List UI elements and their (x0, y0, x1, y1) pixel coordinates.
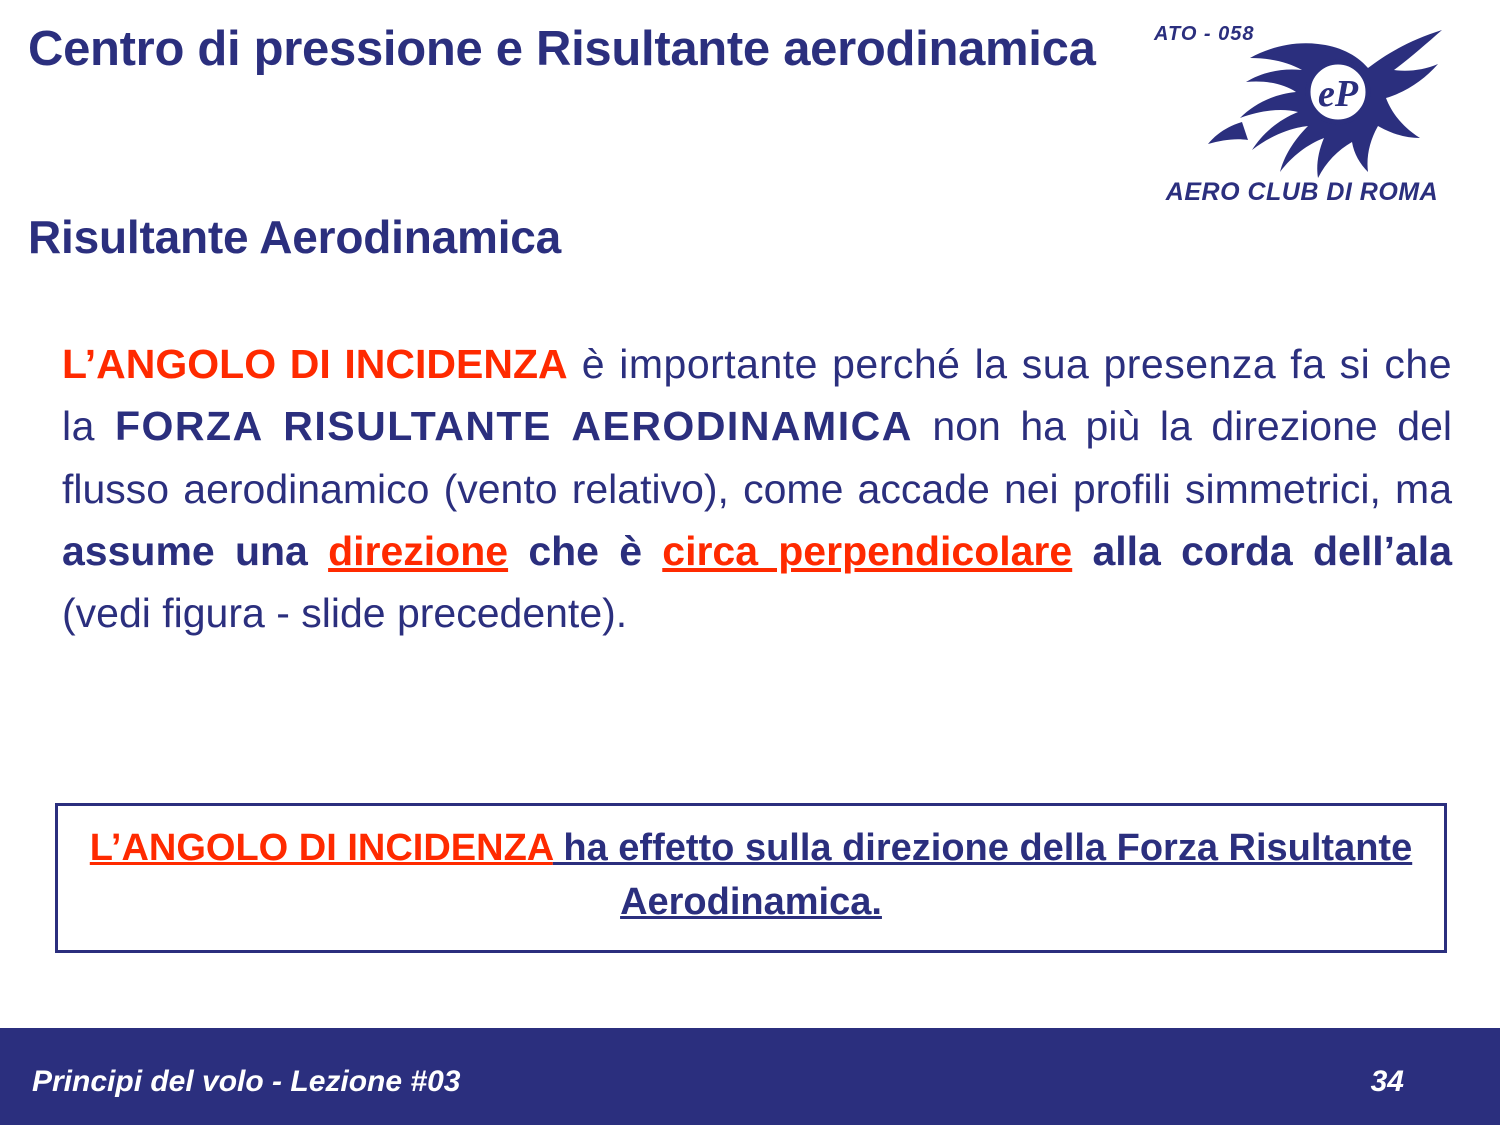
body-segment-2: è importante perché la sua presenza fa si che la (62, 341, 1452, 450)
body-segment-direzione: direzione (328, 527, 509, 574)
body-segment-10: (vedi figura - slide precedente). (62, 590, 628, 637)
callout-box (55, 803, 1447, 953)
callout-blue-text: ha effetto sulla direzione della Forza Risultante Aerodinamica. (552, 827, 1413, 923)
footer-lesson-label: Principi del volo - Lezione #03 (32, 1065, 461, 1098)
body-paragraph (62, 333, 1452, 645)
svg-text:ATO - 058: ATO - 058 (1154, 23, 1255, 45)
body-segment-angolo-incidenza: L’ANGOLO DI INCIDENZA (62, 341, 568, 387)
page-title: Centro di pressione e Risultante aerodinamica (28, 22, 1096, 76)
body-segment-corda-dell-ala: alla corda dell’ala (1072, 527, 1452, 574)
svg-text:eP: eP (1317, 73, 1359, 115)
svg-text:AERO CLUB DI ROMA: AERO CLUB DI ROMA (1165, 178, 1439, 206)
section-subtitle: Risultante Aerodinamica (28, 211, 562, 263)
body-segment-forza-risultante: FORZA RISULTANTE AERODINAMICA (115, 403, 913, 450)
body-segment-assume-una: assume una (62, 527, 329, 574)
body-segment-4: non ha più la direzione del flusso aerodinamico (vento relativo), come accade nei profili simmetrici, ma (62, 403, 1452, 512)
body-segment-circa-perpendicolare: circa perpendicolare (662, 527, 1073, 574)
aero-club-di-roma-logo (1142, 14, 1462, 214)
footer-page-number: 34 (1370, 1065, 1404, 1098)
body-segment-che-e: che è (508, 527, 663, 574)
callout-red-text: L’ANGOLO DI INCIDENZA (89, 827, 553, 869)
